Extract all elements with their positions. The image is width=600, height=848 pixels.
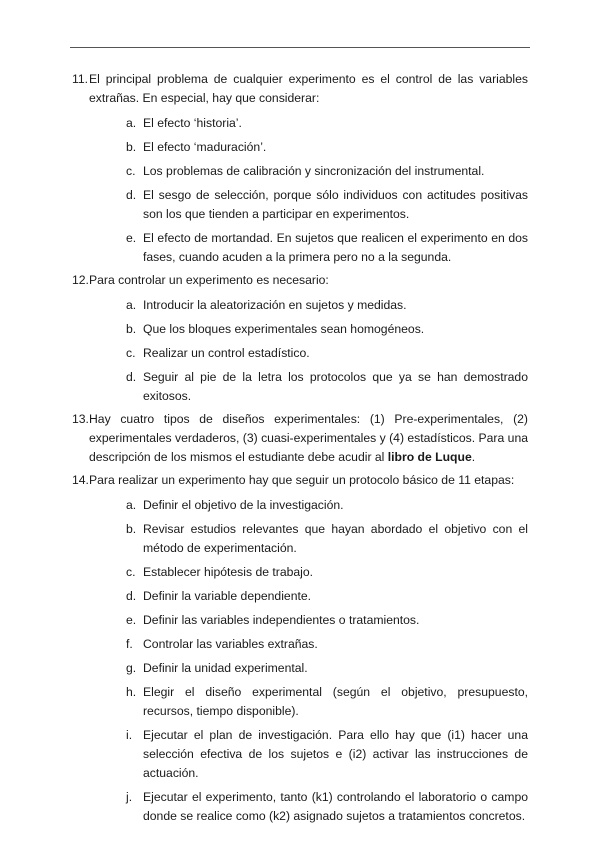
sub-item xyxy=(89,186,528,224)
item-number: 12. xyxy=(72,273,89,287)
sub-text: Realizar un control estadístico. xyxy=(143,346,310,360)
sub-letter: d. xyxy=(126,370,137,384)
sub-text: El sesgo de selección, porque sólo individuos con actitudes positivas son los que tienden a participar en experimentos. xyxy=(143,188,528,221)
sub-item xyxy=(89,320,528,339)
item-bold-reference: libro de Luque xyxy=(387,450,472,464)
sub-letter: e. xyxy=(126,613,137,627)
sub-letter: b. xyxy=(126,522,137,536)
sub-item xyxy=(89,496,528,515)
item-text-tail: . xyxy=(471,450,476,464)
header-rule xyxy=(70,47,530,48)
sub-item xyxy=(89,229,528,267)
sub-text: Seguir al pie de la letra los protocolos que ya se han demostrado exitosos. xyxy=(143,370,528,403)
item-text: Para controlar un experimento es necesario: xyxy=(89,273,329,287)
item-12 xyxy=(72,271,528,406)
sub-letter: a. xyxy=(126,116,137,130)
sub-letter: e. xyxy=(126,231,137,245)
sub-item xyxy=(89,162,528,181)
sub-letter: b. xyxy=(126,140,137,154)
sub-text: Que los bloques experimentales sean homogéneos. xyxy=(143,322,425,336)
sub-item xyxy=(89,611,528,630)
sub-item xyxy=(89,520,528,558)
item-11 xyxy=(72,70,528,267)
sub-letter: g. xyxy=(126,661,137,675)
sub-item xyxy=(89,296,528,315)
sub-text: Introducir la aleatorización en sujetos y medidas. xyxy=(143,298,407,312)
sub-text: Revisar estudios relevantes que hayan abordado el objetivo con el método de experimentación. xyxy=(143,522,528,555)
sub-letter: a. xyxy=(126,498,137,512)
sub-text: Controlar las variables extrañas. xyxy=(143,637,318,651)
sub-letter: d. xyxy=(126,188,137,202)
sub-text: Los problemas de calibración y sincronización del instrumental. xyxy=(143,164,485,178)
sub-text: Definir la variable dependiente. xyxy=(143,589,312,603)
sub-letter: f. xyxy=(126,637,133,651)
document-body xyxy=(72,70,528,830)
sub-text: Ejecutar el plan de investigación. Para ello hay que (i1) hacer una selección efectiva de los sujetos e (i2) activar las instrucciones de actuación. xyxy=(143,728,528,780)
sub-list xyxy=(89,114,528,267)
sub-text: El efecto ‘historia’. xyxy=(143,116,242,130)
sub-letter: j. xyxy=(126,790,133,804)
sub-letter: h. xyxy=(126,685,137,699)
sub-text: Elegir el diseño experimental (según el objetivo, presupuesto, recursos, tiempo disponible). xyxy=(143,685,528,718)
item-number: 13. xyxy=(72,412,89,426)
item-text: Para realizar un experimento hay que seguir un protocolo básico de 11 etapas: xyxy=(89,473,515,487)
sub-text: Definir la unidad experimental. xyxy=(143,661,308,675)
sub-letter: i. xyxy=(126,728,133,742)
sub-item xyxy=(89,587,528,606)
sub-item xyxy=(89,138,528,157)
item-13 xyxy=(72,410,528,467)
sub-item xyxy=(89,683,528,721)
sub-item xyxy=(89,563,528,582)
item-text: El principal problema de cualquier experimento es el control de las variables extrañas. En especial, hay que considerar: xyxy=(89,72,528,105)
item-number: 14. xyxy=(72,473,89,487)
sub-letter: b. xyxy=(126,322,137,336)
item-text: Hay cuatro tipos de diseños experimentales: (1) Pre-experimentales, (2) experimentales verdaderos, (3) cuasi-experimentales y (4) estadísticos. Para una descripción de los mismos el estudiante debe acudir al xyxy=(89,412,528,464)
sub-letter: c. xyxy=(126,565,136,579)
sub-item xyxy=(89,726,528,783)
sub-list xyxy=(89,296,528,406)
sub-item xyxy=(89,659,528,678)
sub-text: Establecer hipótesis de trabajo. xyxy=(143,565,314,579)
sub-item xyxy=(89,344,528,363)
sub-item xyxy=(89,368,528,406)
sub-item xyxy=(89,788,528,826)
sub-text: Ejecutar el experimento, tanto (k1) controlando el laboratorio o campo donde se realice como (k2) asignado sujetos a tratamientos concretos. xyxy=(143,790,528,823)
sub-letter: c. xyxy=(126,346,136,360)
sub-letter: d. xyxy=(126,589,137,603)
sub-text: El efecto de mortandad. En sujetos que realicen el experimento en dos fases, cuando acuden a la primera pero no a la segunda. xyxy=(143,231,528,264)
sub-text: El efecto ‘maduración’. xyxy=(143,140,267,154)
item-14 xyxy=(72,471,528,826)
sub-item xyxy=(89,114,528,133)
sub-item xyxy=(89,635,528,654)
sub-text: Definir las variables independientes o tratamientos. xyxy=(143,613,420,627)
sub-list xyxy=(89,496,528,826)
sub-letter: c. xyxy=(126,164,136,178)
sub-text: Definir el objetivo de la investigación. xyxy=(143,498,344,512)
item-number: 11. xyxy=(72,72,89,86)
sub-letter: a. xyxy=(126,298,137,312)
